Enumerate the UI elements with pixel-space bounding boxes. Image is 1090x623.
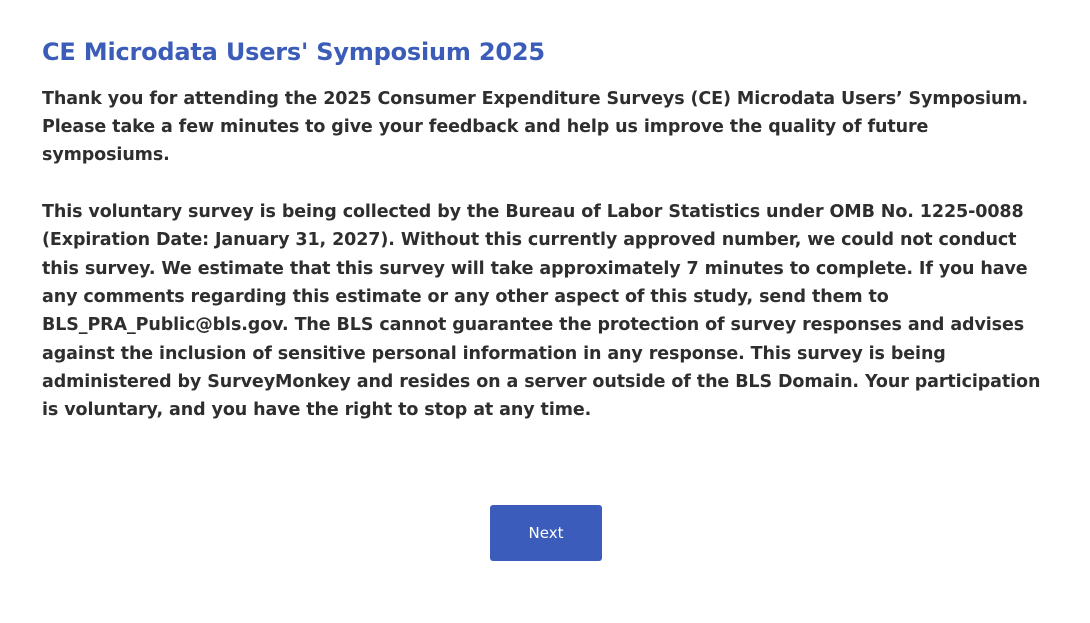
page-title: CE Microdata Users' Symposium 2025 — [42, 38, 545, 66]
button-row — [42, 505, 1050, 561]
intro-paragraph-2: This voluntary survey is being collected by the Bureau of Labor Statistics under OMB No. 1225-0088 (Expiration Date: January 31, 2027). Without this currently approved number, we could not conduct this survey. We estimate that this survey will take approximately 7 minutes to complete. If you have any comments regarding this estimate or any other aspect of this study, send them to BLS_PRA_Public@bls.gov. The BLS cannot guarantee the protection of survey responses and advises against the inclusion of sensitive personal information in any response. This survey is being administered by SurveyMonkey and resides on a server outside of the BLS Domain. Your participation is voluntary, and you have the right to stop at any time. — [42, 201, 1041, 421]
intro-paragraph-1: Thank you for attending the 2025 Consumer Expenditure Surveys (CE) Microdata Users’ Symposium. Please take a few minutes to give your feedback and help us improve the quality of future symposiums. — [42, 88, 1029, 166]
next-button[interactable]: Next — [490, 505, 602, 561]
